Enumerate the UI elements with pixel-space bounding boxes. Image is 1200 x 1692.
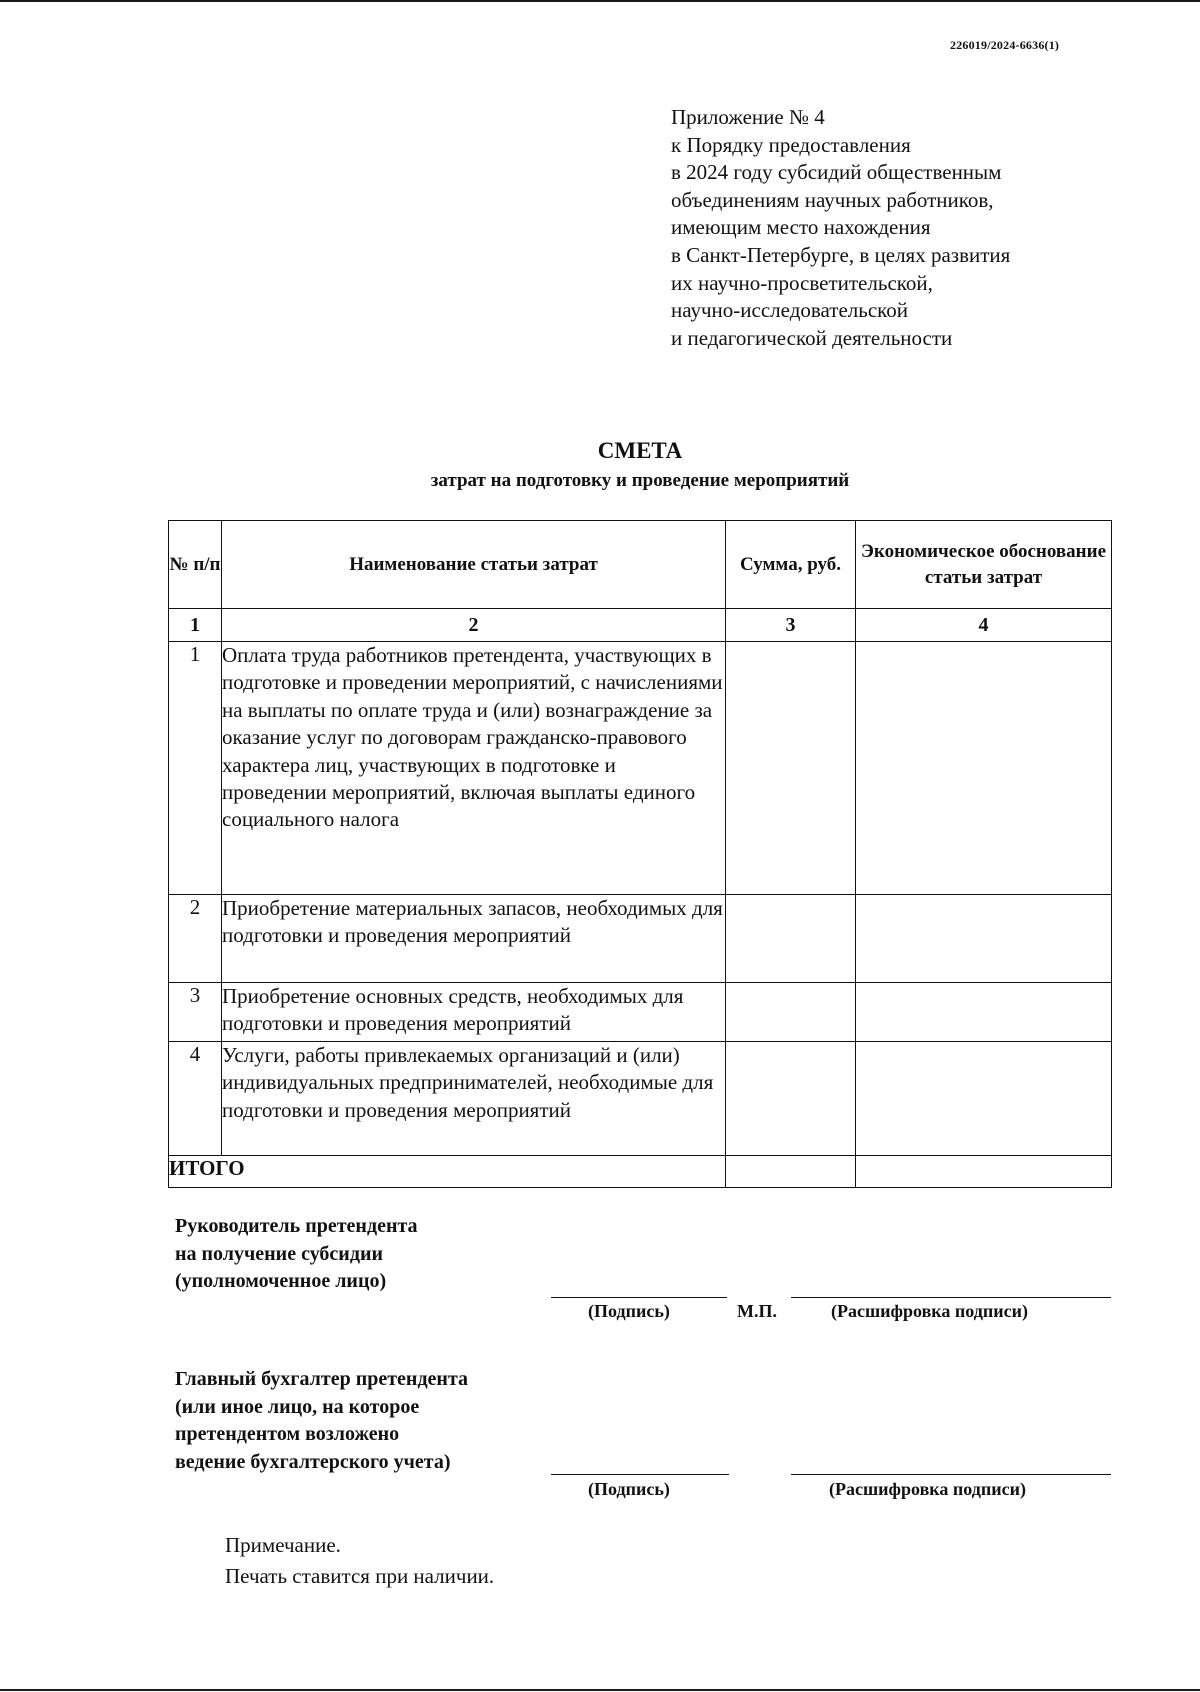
head-signatory-label	[175, 1213, 418, 1296]
appendix-line: и педагогической деятельности	[671, 325, 953, 350]
head-label-line: на получение субсидии	[175, 1242, 383, 1265]
accountant-label-line: Главный бухгалтер претендента	[175, 1368, 469, 1390]
accountant-decoding-caption: (Расшифровка подписи)	[829, 1479, 1026, 1499]
row-sum-cell[interactable]	[726, 642, 856, 895]
column-number: 1	[169, 609, 222, 642]
row-justification-cell[interactable]	[856, 895, 1112, 983]
head-label-line: Руководитель претендента	[175, 1215, 418, 1237]
appendix-line: в Санкт-Петербурге, в целях развития	[671, 242, 1011, 267]
column-number: 3	[726, 609, 856, 642]
accountant-label-line: ведение бухгалтерского учета)	[175, 1450, 451, 1473]
row-index: 2	[169, 895, 222, 983]
document-registration-number: 226019/2024-6636(1)	[950, 38, 1060, 52]
row-index: 1	[169, 642, 222, 895]
total-justification-cell[interactable]	[856, 1156, 1112, 1188]
table-row	[169, 895, 1112, 983]
table-row	[169, 1042, 1112, 1156]
appendix-line: Приложение № 4	[671, 105, 825, 129]
row-name: Оплата труда работников претендента, участвующих в подготовке и проведении мероприятий, с начислениями на выплаты по оплате труда и (или) вознаграждение за оказание услуг по договорам гражданско-правового характера лиц, участвующих в подготовке и проведении мероприятий, включая выплаты единого социального налога	[222, 642, 726, 895]
header-number: № п/п	[169, 521, 222, 609]
table-row	[169, 642, 1112, 895]
appendix-line: научно-исследовательской	[671, 298, 909, 323]
accountant-signature-line[interactable]	[551, 1474, 729, 1475]
row-name: Услуги, работы привлекаемых организаций и (или) индивидуальных предпринимателей, необходимые для подготовки и проведения мероприятий	[222, 1042, 726, 1156]
appendix-line: в 2024 году субсидий общественным	[671, 160, 1002, 185]
head-decoding-caption: (Расшифровка подписи)	[831, 1301, 1028, 1321]
column-number: 4	[856, 609, 1112, 642]
document-subtitle: затрат на подготовку и проведение мероприятий	[430, 470, 850, 491]
estimate-table	[168, 520, 1112, 1188]
row-index: 3	[169, 983, 222, 1042]
accountant-decoding-line[interactable]	[791, 1474, 1111, 1475]
stamp-caption: М.П.	[737, 1301, 777, 1321]
appendix-line: объединениям научных работников,	[671, 187, 994, 212]
row-sum-cell[interactable]	[726, 1042, 856, 1156]
scan-border-bottom	[0, 1689, 1200, 1691]
row-index: 4	[169, 1042, 222, 1156]
row-sum-cell[interactable]	[726, 895, 856, 983]
header-justification: Экономическое обоснование статьи затрат	[856, 521, 1112, 609]
scan-border-top	[0, 0, 1200, 2]
appendix-line: их научно-просветительской,	[671, 270, 933, 295]
note-label: Примечание.	[225, 1533, 341, 1557]
column-number: 2	[222, 609, 726, 642]
column-numbers-row	[169, 609, 1112, 642]
appendix-header	[671, 104, 1010, 352]
table-header-row	[169, 521, 1112, 609]
row-justification-cell[interactable]	[856, 1042, 1112, 1156]
header-sum: Сумма, руб.	[726, 521, 856, 609]
accountant-signatory-label	[175, 1366, 468, 1476]
footnote	[225, 1530, 494, 1592]
appendix-line: к Порядку предоставления	[671, 132, 911, 157]
note-text: Печать ставится при наличии.	[225, 1564, 495, 1588]
head-decoding-line[interactable]	[791, 1297, 1111, 1298]
head-signature-line[interactable]	[551, 1297, 727, 1298]
header-name: Наименование статьи затрат	[222, 521, 726, 609]
total-sum-cell[interactable]	[726, 1156, 856, 1188]
table-row	[169, 983, 1112, 1042]
row-justification-cell[interactable]	[856, 642, 1112, 895]
total-label: ИТОГО	[169, 1156, 726, 1188]
document-title: СМЕТА	[597, 438, 683, 463]
row-justification-cell[interactable]	[856, 983, 1112, 1042]
accountant-label-line: (или иное лицо, на которое	[175, 1395, 420, 1418]
row-name: Приобретение основных средств, необходимых для подготовки и проведения мероприятий	[222, 983, 726, 1042]
appendix-line: имеющим место нахождения	[671, 215, 931, 240]
total-row	[169, 1156, 1112, 1188]
row-name: Приобретение материальных запасов, необходимых для подготовки и проведения мероприятий	[222, 895, 726, 983]
accountant-label-line: претендентом возложено	[175, 1423, 400, 1446]
row-sum-cell[interactable]	[726, 983, 856, 1042]
accountant-signature-caption: (Подпись)	[588, 1479, 670, 1499]
head-signature-caption: (Подпись)	[588, 1301, 670, 1321]
head-label-line: (уполномоченное лицо)	[175, 1270, 387, 1293]
